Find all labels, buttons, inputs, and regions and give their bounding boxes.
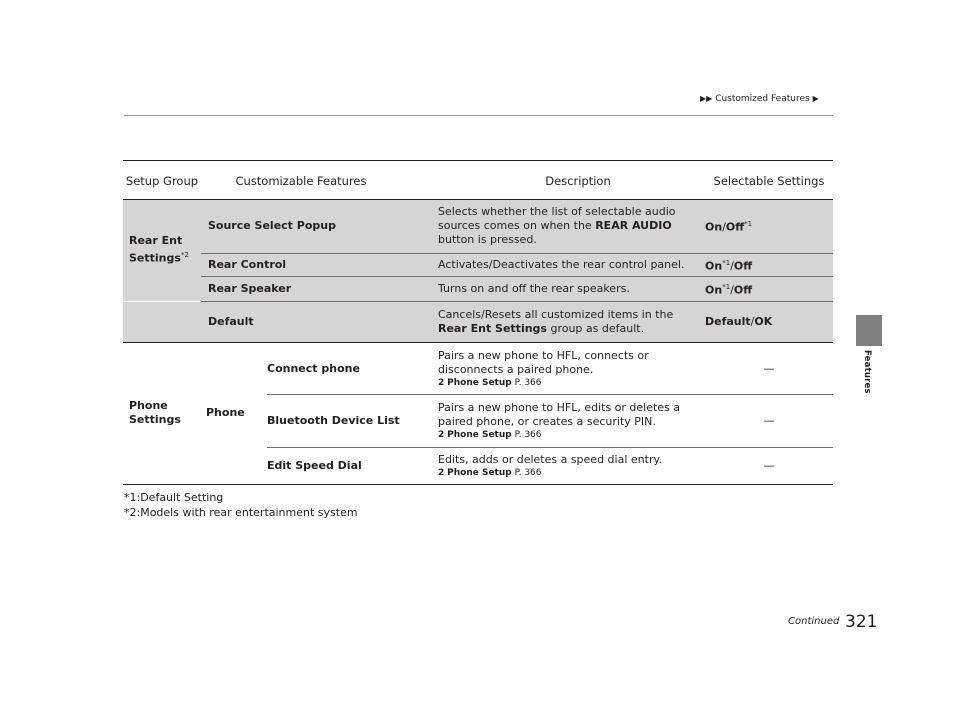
setting-source-select-popup: On/Off$^{*1}$ <box>705 220 753 234</box>
footnote-1: *1:Default Setting <box>124 491 224 504</box>
feature-source-select-popup: Source Select Popup <box>208 219 336 232</box>
desc-source-select-popup: Selects whether the list of selectable audio sources comes on when the REAR AUDIO button is pressed. <box>438 205 676 246</box>
column-header-features: Customizable Features <box>235 173 367 188</box>
group-rear-ent-label: Rear Ent Settings <box>129 234 183 265</box>
ref-phone-setup: 2 Phone Setup P. 366 <box>438 468 542 478</box>
cross-reference-icon: 2 <box>438 468 445 478</box>
setting-bluetooth-device-list: — <box>763 414 775 427</box>
section-tab-marker <box>856 315 882 346</box>
subgroup-phone: Phone <box>206 406 245 419</box>
feature-bluetooth-device-list: Bluetooth Device List <box>267 414 400 427</box>
desc-edit-speed-dial: Edits, adds or deletes a speed dial entry. 2 Phone Setup P. 366 <box>438 453 662 478</box>
ref-phone-setup: 2 Phone Setup P. 366 <box>438 377 542 388</box>
breadcrumb-arrow-icon: ▶▶ <box>700 94 713 103</box>
breadcrumb-label: Customized Features <box>715 94 810 104</box>
page-number: 321 <box>845 612 878 632</box>
feature-connect-phone: Connect phone <box>267 361 360 375</box>
section-tab-label: Features <box>862 350 872 394</box>
ref-phone-setup: 2 Phone Setup P. 366 <box>438 430 542 440</box>
cross-reference-icon: 2 <box>438 377 445 388</box>
breadcrumb-arrow-icon: ▶ <box>812 94 819 103</box>
feature-default: Default <box>208 315 254 328</box>
table-bottom-rule <box>123 484 833 485</box>
continued-label: Continued <box>788 616 840 627</box>
header-rule <box>124 115 833 116</box>
setting-connect-phone: — <box>763 361 775 375</box>
group-rear-ent-note: *2 <box>180 251 189 260</box>
feature-rear-control: Rear Control <box>208 258 287 271</box>
column-header-description: Description <box>545 173 611 188</box>
cross-reference-icon: 2 <box>438 430 445 440</box>
desc-rear-control: Activates/Deactivates the rear control panel. <box>438 258 685 271</box>
column-header-setup-group: Setup Group <box>125 173 199 188</box>
desc-bluetooth-device-list: Pairs a new phone to HFL, edits or deletes a paired phone, or creates a security PIN. 2 Phone Setup P. 366 <box>438 395 698 447</box>
feature-edit-speed-dial: Edit Speed Dial <box>267 459 362 472</box>
desc-rear-speaker: Turns on and off the rear speakers. <box>438 282 630 295</box>
breadcrumb <box>700 94 819 104</box>
setting-default: Default/OK <box>705 315 773 328</box>
setting-edit-speed-dial: — <box>763 459 775 472</box>
footnote-2: *2:Models with rear entertainment system <box>124 506 358 519</box>
desc-default: Cancels/Resets all customized items in the Rear Ent Settings group as default. <box>438 308 674 335</box>
setting-rear-control: On$^{*1}$/Off <box>705 259 753 273</box>
group-rear-ent <box>129 199 201 301</box>
table-header <box>123 160 833 200</box>
feature-rear-speaker: Rear Speaker <box>208 282 292 295</box>
setting-rear-speaker: On$^{*1}$/Off <box>705 283 753 297</box>
group-phone-settings: Phone Settings <box>129 399 181 426</box>
column-header-settings: Selectable Settings <box>713 173 825 188</box>
desc-connect-phone: Pairs a new phone to HFL, connects or disconnects a paired phone. 2 Phone Setup P. 366 <box>438 343 698 394</box>
